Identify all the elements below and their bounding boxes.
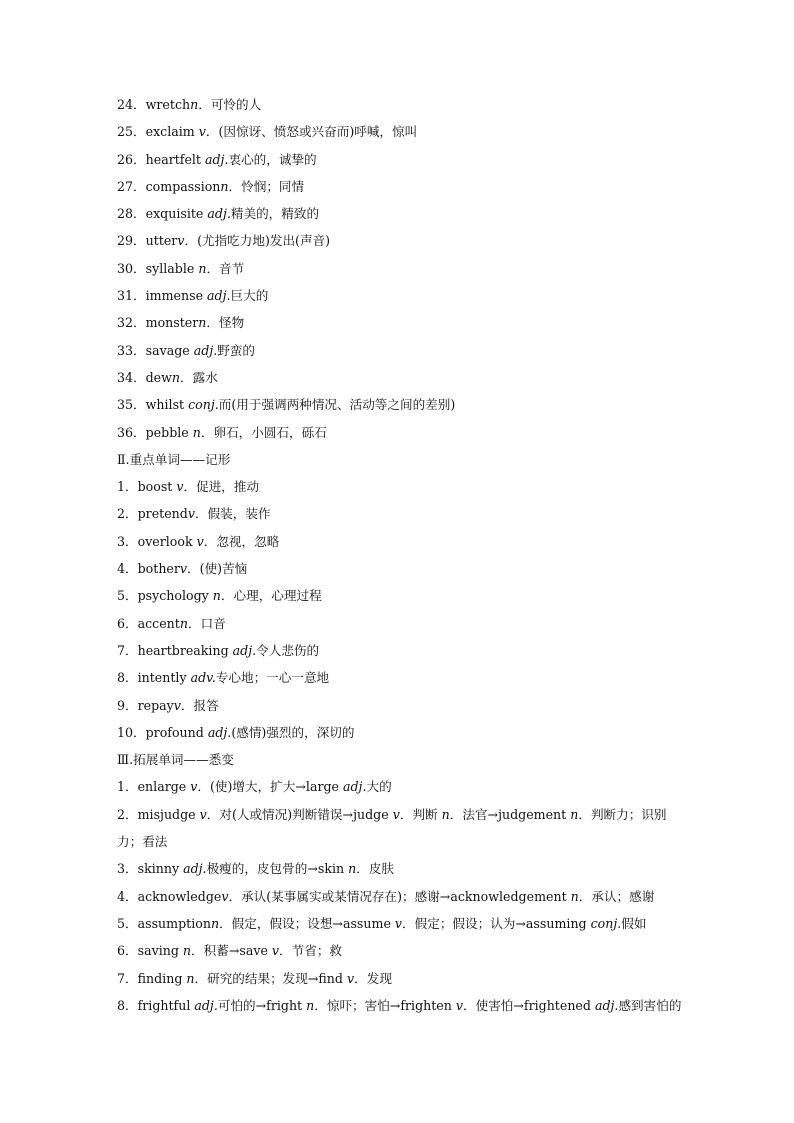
vocab-definition: 精美的，精致的 — [230, 206, 320, 222]
part-of-speech: adj. — [194, 997, 218, 1013]
part-of-speech: v — [187, 506, 195, 522]
vocab-definition: (尤指吃力地)发出(声音) — [197, 233, 331, 249]
vocab-item — [117, 582, 682, 609]
vocab-word: exclaim — [145, 124, 199, 140]
part-of-speech: v — [179, 561, 188, 577]
vocab-number: 36． — [117, 424, 146, 440]
vocab-number: 34． — [117, 369, 146, 385]
text-run: 1．enlarge — [117, 779, 191, 795]
text-run: ．判断力；识别力；看法 — [117, 806, 667, 850]
text-run: ．研究的结果；发现→find — [194, 970, 347, 986]
part-of-speech: adj. — [342, 779, 367, 795]
part-of-speech: v — [190, 779, 198, 795]
vocab-number: 24． — [117, 97, 146, 112]
text-run: 2．misjudge — [117, 806, 200, 822]
text-run: ．积蓄→save — [191, 943, 272, 959]
vocab-definition: 忽视，忽略 — [216, 533, 280, 549]
vocab-definition: 令人悲伤的 — [256, 642, 320, 658]
part-of-speech: adj. — [183, 861, 207, 877]
vocab-word: immense — [145, 288, 208, 304]
text-run: ．假定，假设；设想→assume — [219, 915, 395, 931]
vocab-item — [117, 664, 682, 691]
vocab-number: 8． — [117, 670, 138, 686]
vocab-item-extended — [117, 801, 682, 856]
text-run: ．对(人或情况)判断错误→judge — [206, 806, 393, 822]
part-of-speech: v — [271, 943, 280, 959]
part-of-speech: n — [212, 588, 221, 604]
vocab-definition: 怜悯；同情 — [241, 178, 305, 194]
separator: ． — [180, 369, 193, 385]
vocab-item-extended — [117, 910, 682, 937]
vocab-definition: 而(用于强调两种情况、活动等之间的差别) — [218, 397, 456, 413]
vocab-number: 26． — [117, 151, 146, 167]
vocab-number: 35． — [117, 397, 146, 413]
part-of-speech: adj. — [207, 724, 232, 740]
vocab-definition: 心理，心理过程 — [233, 588, 322, 604]
vocab-word: overlook — [137, 533, 197, 549]
part-of-speech: n — [306, 997, 315, 1013]
vocab-number: 30． — [117, 260, 146, 276]
part-of-speech: adj. — [204, 151, 229, 167]
vocab-word: accent — [137, 615, 180, 631]
vocab-item — [117, 309, 682, 336]
part-of-speech: v — [392, 806, 400, 822]
vocab-definition: 专心地；一心一意地 — [215, 670, 330, 686]
vocab-number: 32． — [117, 315, 146, 331]
vocab-item-extended — [117, 937, 682, 964]
vocab-number: 33． — [117, 342, 146, 358]
vocab-definition: (因惊讶、愤怒或兴奋而)呼喊，惊叫 — [218, 124, 418, 140]
separator: ． — [184, 233, 198, 249]
separator: ． — [183, 479, 197, 495]
part-of-speech: n — [348, 861, 357, 877]
vocab-definition: 口音 — [200, 615, 226, 631]
text-run: ．承认；感谢 — [578, 888, 655, 904]
text-run: 可怕的→fright — [217, 997, 307, 1013]
document-page — [117, 91, 682, 1019]
vocab-number: 10． — [117, 724, 146, 740]
vocab-word: whilst — [145, 397, 189, 413]
vocab-item — [117, 200, 682, 227]
text-run: 7．finding — [117, 970, 187, 986]
separator: ． — [194, 506, 208, 522]
vocab-item — [117, 692, 682, 719]
vocab-number: 6． — [117, 615, 138, 631]
vocab-definition: 音节 — [219, 260, 245, 276]
vocab-word: bother — [137, 561, 180, 577]
part-of-speech: v — [176, 479, 184, 495]
vocab-number: 27． — [117, 178, 146, 194]
vocab-item-extended — [117, 773, 682, 800]
vocab-number: 28． — [117, 206, 146, 222]
separator: ． — [206, 260, 220, 276]
vocab-item — [117, 637, 682, 664]
vocab-number: 2． — [117, 506, 138, 522]
vocab-item — [117, 146, 682, 173]
vocab-number: 4． — [117, 561, 138, 577]
part-of-speech: n — [220, 178, 229, 194]
vocab-word: exquisite — [145, 206, 208, 222]
vocab-item — [117, 255, 682, 282]
part-of-speech: adj. — [193, 342, 218, 358]
vocab-word: wretch — [145, 97, 191, 112]
vocab-definition: (使)苦恼 — [199, 561, 248, 577]
part-of-speech: adv. — [190, 670, 216, 686]
part-of-speech: n — [182, 943, 192, 959]
vocab-definition: 可怜的人 — [210, 97, 262, 112]
separator: ． — [187, 615, 201, 631]
vocab-item — [117, 391, 682, 418]
vocab-item — [117, 419, 682, 446]
separator: ． — [206, 315, 219, 331]
vocab-word: syllable — [145, 260, 199, 276]
vocab-definition: 假装，装作 — [207, 506, 271, 522]
part-of-speech: v — [196, 533, 204, 549]
vocab-definition: 怪物 — [218, 315, 245, 331]
text-run: ．假定；假设；认为→assuming — [402, 915, 591, 931]
part-of-speech: n — [570, 888, 579, 904]
vocab-word: boost — [137, 479, 177, 495]
part-of-speech: n — [210, 915, 220, 931]
part-of-speech: n — [441, 806, 450, 822]
vocab-definition: (感情)强烈的，深切的 — [231, 724, 355, 740]
vocab-word: utter — [145, 233, 178, 249]
vocab-word: pebble — [145, 424, 193, 440]
part-of-speech: adj. — [232, 642, 257, 658]
text-run: ．法官→judgement — [449, 806, 571, 822]
text-run: ．承认(某事属实或某情况存在)；感谢→acknowledgement — [228, 888, 571, 904]
separator: ． — [228, 178, 242, 194]
part-of-speech: n — [171, 369, 181, 385]
text-run: ．(使)增大，扩大→large — [197, 779, 343, 795]
vocab-word: dew — [145, 369, 172, 385]
vocab-definition: 衷心的，诚挚的 — [228, 151, 317, 167]
vocab-word: heartfelt — [145, 151, 205, 167]
vocab-definition: 巨大的 — [230, 288, 269, 304]
section-heading: Ⅱ.重点单词——记形 — [117, 451, 231, 467]
part-of-speech: v — [199, 806, 207, 822]
vocab-item — [117, 555, 682, 582]
text-run: 6．saving — [117, 943, 183, 959]
separator: ． — [200, 424, 214, 440]
vocab-word: intently — [137, 670, 191, 686]
part-of-speech: adj. — [207, 206, 231, 222]
vocab-number: 5． — [117, 588, 138, 604]
vocab-word: psychology — [137, 588, 213, 604]
part-of-speech: v — [394, 915, 403, 931]
vocab-item — [117, 337, 682, 364]
vocab-word: savage — [145, 342, 194, 358]
part-of-speech: n — [179, 615, 188, 631]
vocab-number: 9． — [117, 697, 138, 713]
part-of-speech: conj. — [188, 397, 219, 413]
vocab-item-extended — [117, 992, 682, 1019]
vocab-number: 1． — [117, 479, 138, 495]
text-run: ．判断 — [399, 806, 442, 822]
vocab-item-extended — [117, 965, 682, 992]
part-of-speech: conj. — [590, 915, 622, 931]
vocab-number: 25． — [117, 124, 146, 140]
vocab-item — [117, 91, 682, 118]
separator: ． — [203, 533, 217, 549]
vocab-definition: 野蛮的 — [217, 342, 256, 358]
separator: ． — [205, 124, 219, 140]
part-of-speech: n — [192, 424, 201, 440]
vocab-number: 3． — [117, 533, 138, 549]
part-of-speech: adj. — [207, 288, 231, 304]
text-run: 3．skinny — [117, 861, 184, 877]
vocab-number: 31． — [117, 288, 146, 304]
vocab-item — [117, 473, 682, 500]
part-of-speech: v — [177, 233, 185, 249]
vocab-item — [117, 282, 682, 309]
vocab-item — [117, 719, 682, 746]
vocab-definition: 卵石，小圆石，砾石 — [213, 424, 327, 440]
part-of-speech: v — [455, 997, 463, 1013]
vocab-item — [117, 500, 682, 527]
vocab-item — [117, 610, 682, 637]
part-of-speech: v — [173, 697, 181, 713]
separator: ． — [220, 588, 234, 604]
vocab-item-extended — [117, 855, 682, 882]
vocab-word: heartbreaking — [137, 642, 233, 658]
text-run: 感到害怕的 — [618, 997, 682, 1013]
part-of-speech: n — [198, 315, 207, 331]
vocab-item — [117, 118, 682, 145]
text-run: 假如 — [621, 915, 647, 931]
vocab-definition: 报答 — [193, 697, 219, 713]
part-of-speech: n — [570, 806, 579, 822]
part-of-speech: v — [198, 124, 206, 140]
vocab-item-extended — [117, 883, 682, 910]
vocab-item — [117, 528, 682, 555]
text-run: ．发现 — [354, 970, 392, 986]
separator: ． — [180, 697, 194, 713]
text-run: 4．acknowledge — [117, 888, 222, 904]
part-of-speech: n — [186, 970, 195, 986]
vocab-word: compassion — [145, 178, 221, 194]
separator: ． — [198, 97, 211, 112]
section-heading: Ⅲ.拓展单词——悉变 — [117, 752, 234, 768]
vocab-item — [117, 227, 682, 254]
text-run: 极瘦的，皮包骨的→skin — [206, 861, 349, 877]
vocab-item — [117, 173, 682, 200]
text-run: ．皮肤 — [356, 861, 395, 877]
vocab-definition: 露水 — [192, 369, 218, 385]
part-of-speech: v — [347, 970, 355, 986]
vocab-word: monster — [145, 315, 199, 331]
part-of-speech: n — [198, 260, 207, 276]
text-run: ．使害怕→frightened — [463, 997, 595, 1013]
vocab-definition: 促进，推动 — [196, 479, 260, 495]
text-run: ．惊吓；害怕→frighten — [314, 997, 456, 1013]
part-of-speech: adj. — [594, 997, 619, 1013]
text-run: ．节省；救 — [279, 943, 343, 959]
vocab-word: profound — [145, 724, 208, 740]
vocab-item — [117, 364, 682, 391]
text-run: 5．assumption — [117, 915, 211, 931]
text-run: 大的 — [366, 779, 392, 795]
vocab-number: 29． — [117, 233, 146, 249]
vocab-number: 7． — [117, 642, 138, 658]
vocab-word: repay — [137, 697, 174, 713]
separator: ． — [187, 561, 200, 577]
part-of-speech: n — [190, 97, 199, 112]
text-run: 8．frightful — [117, 997, 195, 1013]
part-of-speech: v — [221, 888, 229, 904]
vocab-word: pretend — [137, 506, 188, 522]
